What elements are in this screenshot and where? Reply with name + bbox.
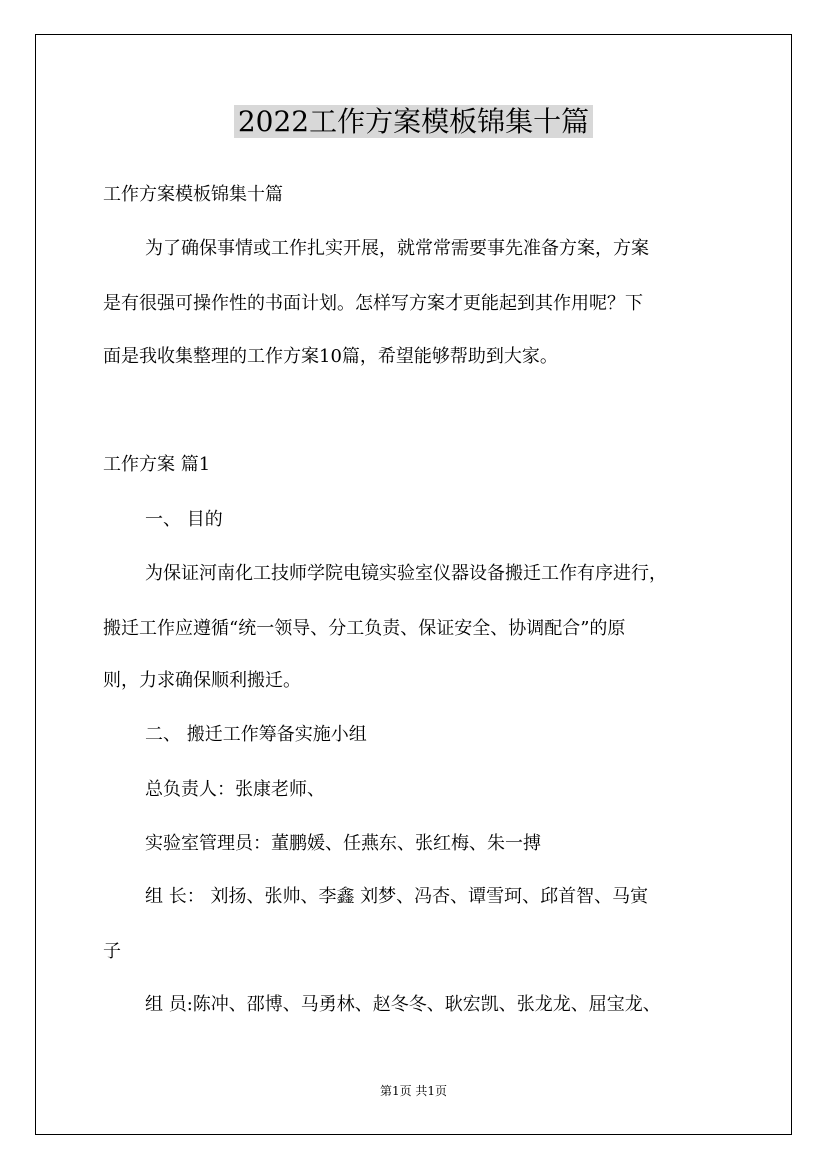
section-heading: 工作方案 篇1 <box>103 454 211 475</box>
leader-line: 总负责人：张康老师、 <box>145 779 325 800</box>
intro-line-1: 为了确保事情或工作扎实开展，就常常需要事先准备方案，方案 <box>145 238 649 259</box>
intro-line-3: 面是我收集整理的工作方案10篇，希望能够帮助到大家。 <box>103 346 558 367</box>
document-title: 2022工作方案模板锦集十篇 <box>0 100 827 144</box>
intro-line-2: 是有很强可操作性的书面计划。怎样写方案才更能起到其作用呢？下 <box>103 293 643 314</box>
item1-line-2: 搬迁工作应遵循“统一领导、分工负责、保证安全、协调配合”的原 <box>103 618 626 639</box>
document-subtitle: 工作方案模板锦集十篇 <box>103 184 283 205</box>
group-leaders-line-1: 组 长： 刘扬、张帅、李鑫 刘梦、冯杏、谭雪珂、邱首智、马寅 <box>145 886 649 907</box>
members-line: 组 员:陈冲、邵博、马勇林、赵冬冬、耿宏凯、张龙龙、屈宝龙、 <box>145 994 661 1015</box>
group-leaders-line-2: 子 <box>103 941 121 962</box>
item1-line-3: 则，力求确保顺利搬迁。 <box>103 670 301 691</box>
item2-heading: 二、 搬迁工作筹备实施小组 <box>145 724 367 745</box>
lab-managers-line: 实验室管理员：董鹏媛、任燕东、张红梅、朱一搏 <box>145 833 541 854</box>
item1-line-1: 为保证河南化工技师学院电镜实验室仪器设备搬迁工作有序进行， <box>145 563 667 584</box>
item1-heading: 一、 目的 <box>145 509 223 530</box>
page-footer: 第1页 共1页 <box>379 1084 448 1098</box>
